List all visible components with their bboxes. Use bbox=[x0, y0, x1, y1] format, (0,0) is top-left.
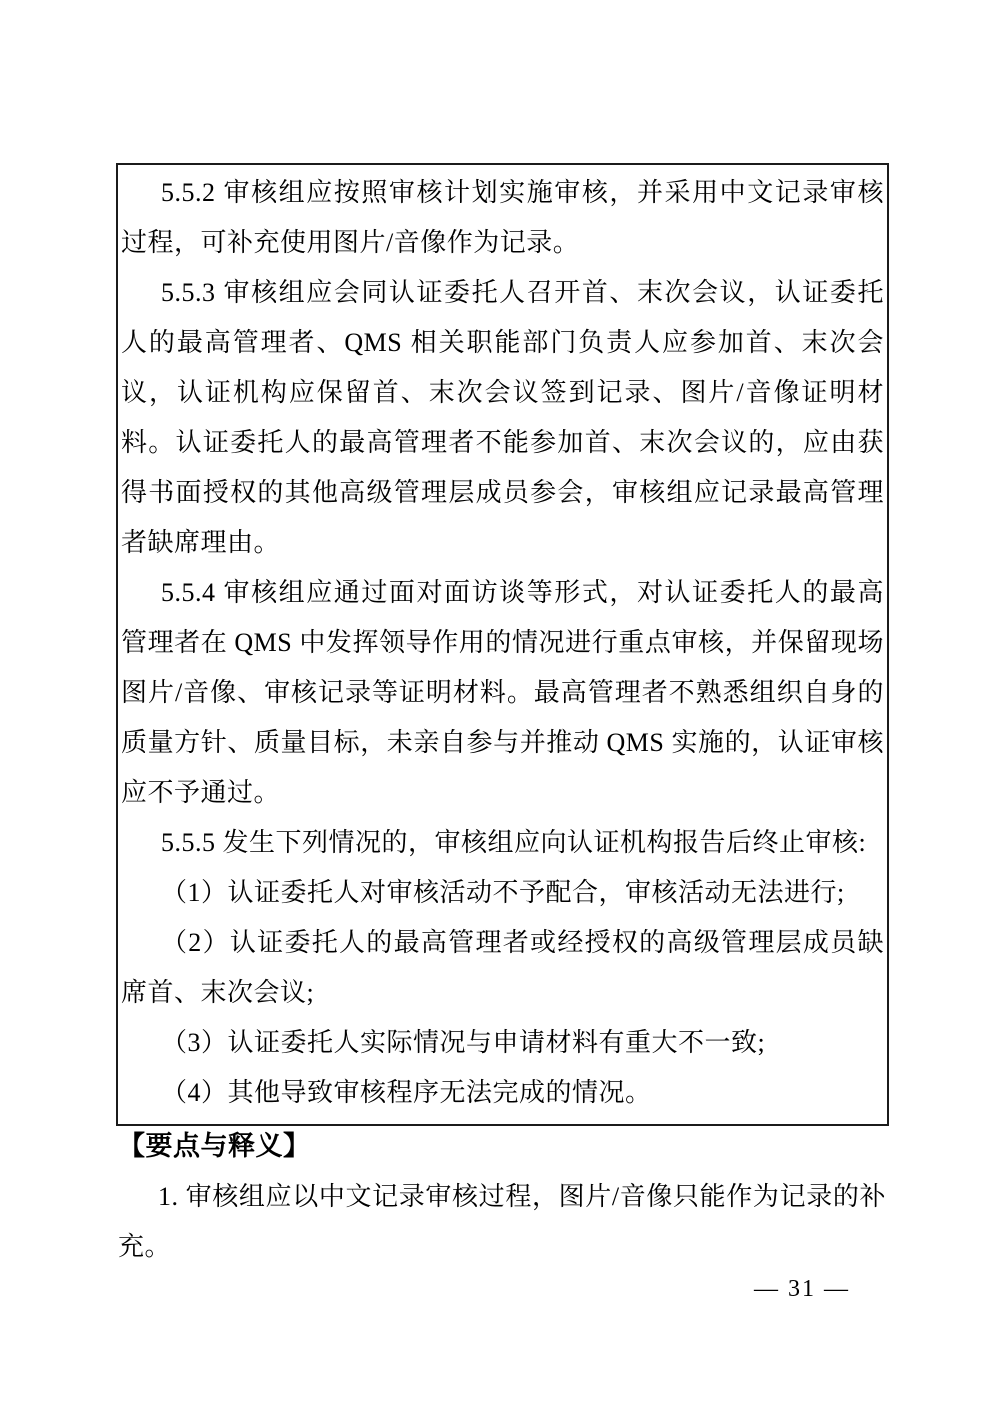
clause-paragraph-5-5-5: 5.5.5 发生下列情况的，审核组应向认证机构报告后终止审核: bbox=[161, 828, 867, 857]
clause-paragraph-5-5-3: 5.5.3 审核组应会同认证委托人召开首、末次会议，认证委托人的最高管理者、QMS 相关职能部门负责人应参加首、末次会议，认证机构应保留首、末次会议签到记录、图片/音像证明材料。认证委托人的最高管理者不能参加首、末次会议的，应由获得书面授权的其他高级管理层成员参会，审核组应记录最高管理者缺席理由。 bbox=[121, 278, 884, 557]
subitem-paragraph-4: （4）其他导致审核程序无法完成的情况。 bbox=[161, 1078, 652, 1107]
note-paragraph-1: 1. 审核组应以中文记录审核过程，图片/音像只能作为记录的补充。 bbox=[118, 1182, 886, 1261]
clause-paragraph-5-5-2: 5.5.2 审核组应按照审核计划实施审核，并采用中文记录审核过程，可补充使用图片/音像作为记录。 bbox=[121, 178, 884, 257]
clause-paragraph-5-5-4: 5.5.4 审核组应通过面对面访谈等形式，对认证委托人的最高管理者在 QMS 中发挥领导作用的情况进行重点审核，并保留现场图片/音像、审核记录等证明材料。最高管理者不熟悉组织自身的质量方针、质量目标，未亲自参与并推动 QMS 实施的，认证审核应不予通过。 bbox=[121, 578, 884, 807]
page-number: — 31 — bbox=[754, 1276, 850, 1302]
section-heading-key-points: 【要点与释义】 bbox=[118, 1131, 311, 1161]
subitem-paragraph-3: （3）认证委托人实际情况与申请材料有重大不一致; bbox=[161, 1028, 766, 1057]
clause-box bbox=[116, 163, 889, 1126]
subitem-paragraph-1: （1）认证委托人对审核活动不予配合，审核活动无法进行; bbox=[161, 878, 845, 907]
notes-section bbox=[118, 1172, 886, 1272]
subitem-paragraph-2: （2）认证委托人的最高管理者或经授权的高级管理层成员缺席首、末次会议; bbox=[121, 928, 884, 1007]
